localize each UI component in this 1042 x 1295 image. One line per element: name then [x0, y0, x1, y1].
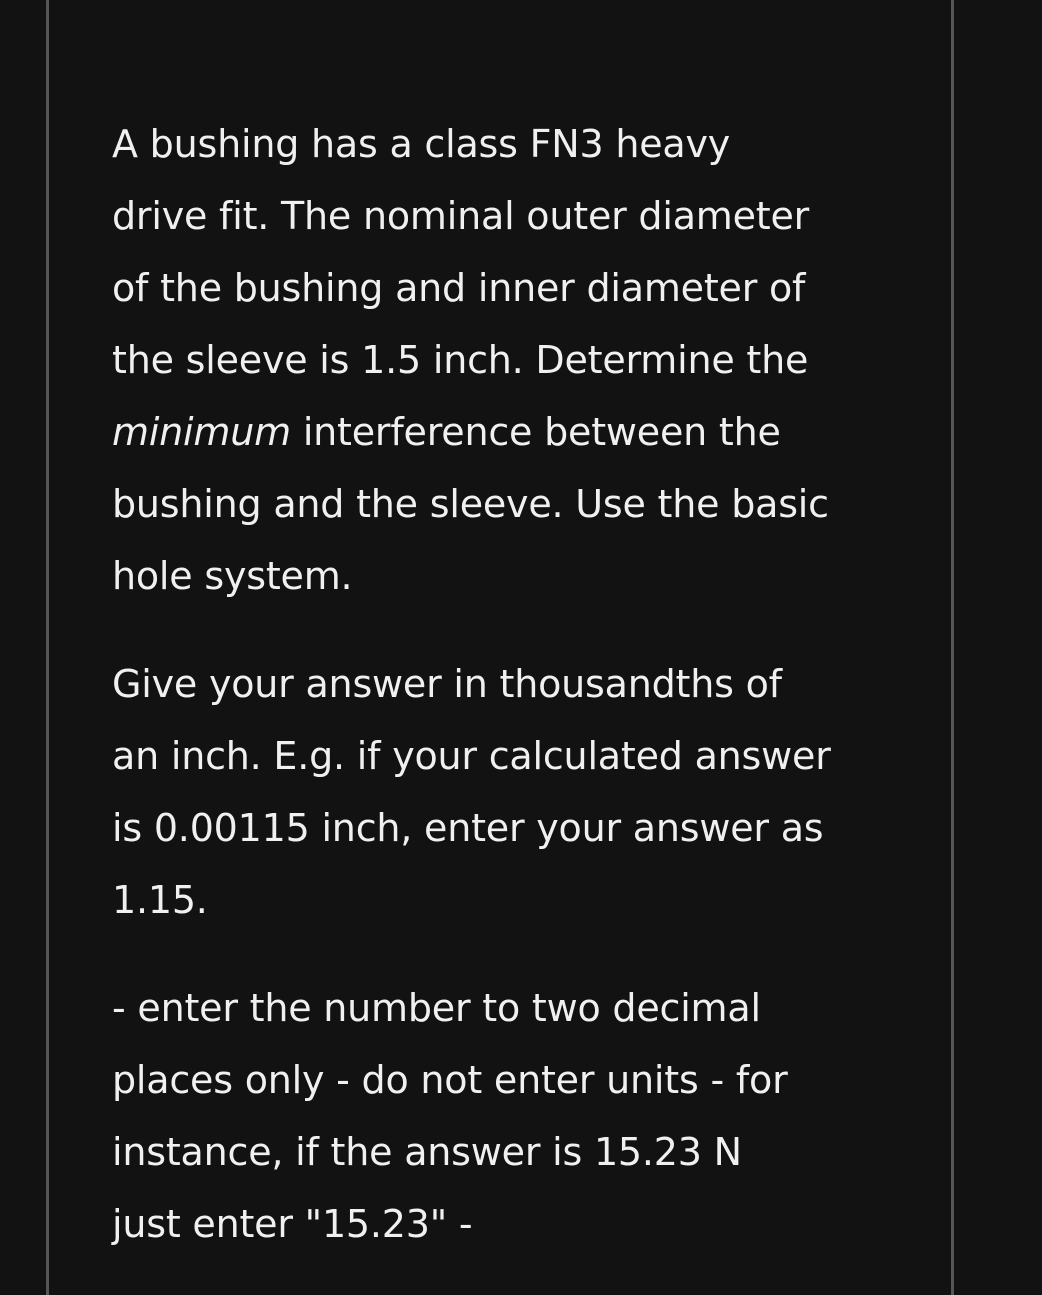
- entry-line-2: places only - do not enter units - for: [112, 1058, 788, 1102]
- entry-line-4: just enter "15.23" -: [112, 1202, 473, 1246]
- problem-line-2: drive fit. The nominal outer diameter: [112, 194, 810, 238]
- question-panel: [46, 0, 954, 1295]
- question-text: [112, 108, 912, 1260]
- problem-line-5: interference between the: [290, 410, 781, 454]
- emphasis-minimum: minimum: [112, 410, 291, 454]
- problem-statement: [112, 108, 912, 612]
- format-line-2: an inch. E.g. if your calculated answer: [112, 734, 831, 778]
- format-line-1: Give your answer in thousandths of: [112, 662, 782, 706]
- problem-line-4: the sleeve is 1.5 inch. Determine the: [112, 338, 809, 382]
- problem-line-7: hole system.: [112, 554, 353, 598]
- format-line-3: is 0.00115 inch, enter your answer as: [112, 806, 824, 850]
- entry-line-1: - enter the number to two decimal: [112, 986, 761, 1030]
- entry-instructions: [112, 972, 912, 1260]
- problem-line-1: A bushing has a class FN3 heavy: [112, 122, 731, 166]
- format-line-4: 1.15.: [112, 878, 208, 922]
- problem-line-6: bushing and the sleeve. Use the basic: [112, 482, 829, 526]
- answer-format-instructions: [112, 648, 912, 936]
- problem-line-3: of the bushing and inner diameter of: [112, 266, 806, 310]
- entry-line-3: instance, if the answer is 15.23 N: [112, 1130, 742, 1174]
